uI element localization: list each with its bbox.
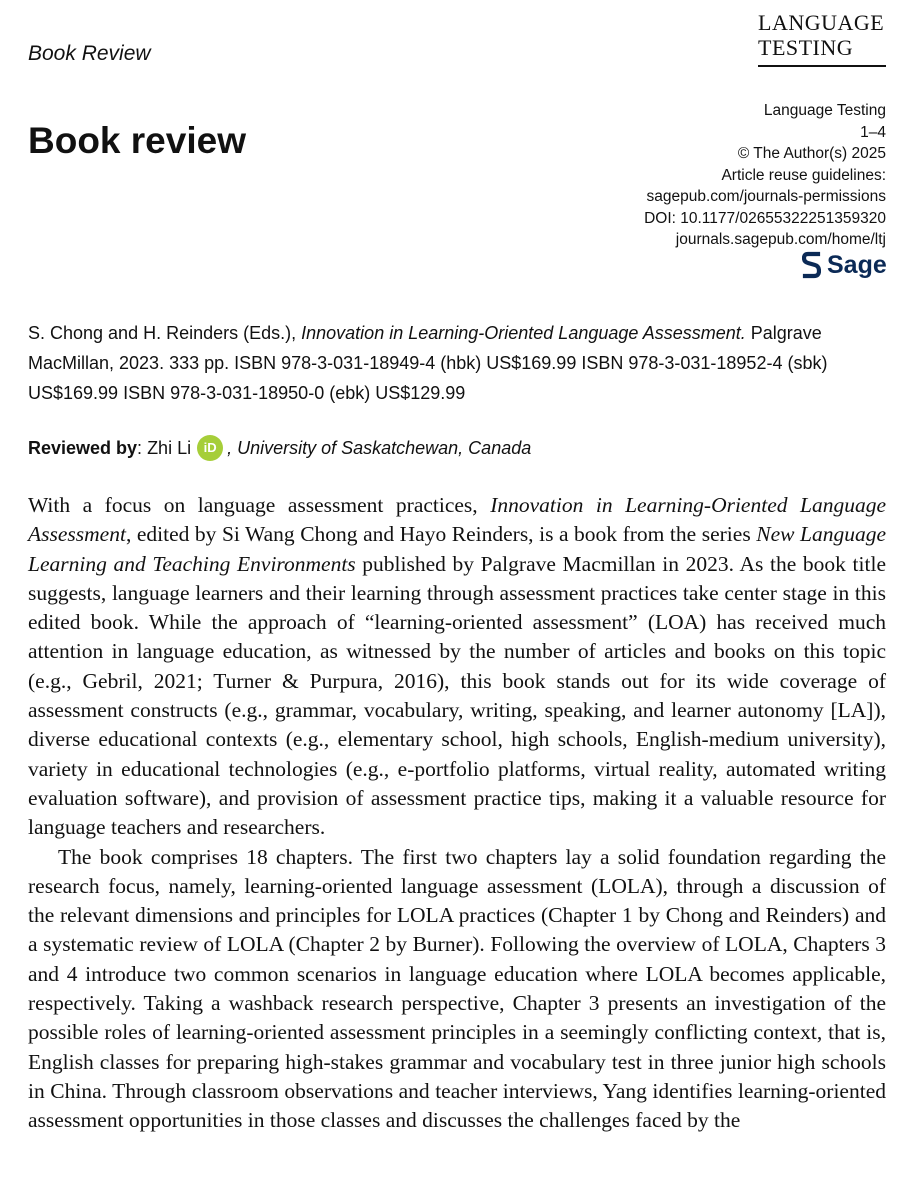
p1-text-3: published by Palgrave Macmillan in 2023. As the book title suggests, language learners and their learning through assessment practices take center stage in this edited book. While the approach of “learning-oriented assessment” (LOA) has received much attention in language education, as witnessed by the number of articles and books on this topic (e.g., Gebril, 2021; Turner & Purpura, 2016), this book stands out for its wide coverage of assessment constructs (e.g., grammar, vocabulary, writing, speaking, and learner autonomy [LA]), diverse educational contexts (e.g., elementary school, high schools, English-medium university), variety in educational technologies (e.g., e-portfolio platforms, virtual reality, automated writing evaluation software), and provision of assessment practice tips, making it a valuable resource for language teachers and researchers. bbox=[28, 551, 886, 840]
journal-logo-line2: TESTING bbox=[758, 35, 854, 60]
journal-logo bbox=[758, 10, 886, 67]
body-paragraph-2: The book comprises 18 chapters. The first two chapters lay a solid foundation regarding the research focus, namely, learning-oriented language assessment (LOLA), through a discussion of the relevant dimensions and principles for LOLA practices (Chapter 1 by Chong and Reinders) and a systematic review of LOLA (Chapter 2 by Burner). Following the overview of LOLA, Chapters 3 and 4 introduce two common scenarios in language education where LOLA becomes applicable, respectively. Taking a washback research perspective, Chapter 3 presents an investigation of the possible roles of learning-oriented assessment principles in a seemingly conflicting context, that is, English classes for preparing high-stakes grammar and vocabulary test in three junior high schools in China. Through classroom observations and teacher interviews, Yang identifies learning-oriented assessment opportunities in those classes and discusses the challenges faced by the bbox=[28, 844, 886, 1133]
page-title: Book review bbox=[28, 120, 246, 161]
reviewer-line bbox=[28, 433, 531, 463]
body-paragraph-1 bbox=[28, 491, 886, 843]
p1-text-2: , edited by Si Wang Chong and Hayo Reinders, is a book from the series bbox=[125, 522, 757, 547]
article-meta bbox=[644, 100, 886, 251]
publisher-logo bbox=[802, 250, 887, 280]
article-body bbox=[28, 491, 886, 1136]
journal-logo-line1: LANGUAGE bbox=[758, 10, 885, 35]
meta-pages: 1–4 bbox=[860, 123, 886, 141]
p1-book-title: Innovation in Learning-Oriented Language Assessment bbox=[28, 493, 886, 547]
reviewer-separator: : bbox=[137, 438, 148, 458]
meta-home-link[interactable]: journals.sagepub.com/home/ltj bbox=[675, 231, 886, 248]
p1-text-1: With a focus on language assessment practices, bbox=[28, 493, 491, 517]
meta-journal: Language Testing bbox=[763, 102, 886, 119]
section-label: Book Review bbox=[28, 42, 151, 65]
journal-logo-rule bbox=[758, 65, 886, 67]
p1-series-title: New Language Learning and Teaching Environments bbox=[28, 522, 886, 576]
reviewer-affiliation: , University of Saskatchewan, Canada bbox=[227, 438, 532, 458]
meta-doi[interactable]: DOI: 10.1177/02655322251359320 bbox=[644, 209, 886, 227]
meta-reuse: Article reuse guidelines: bbox=[721, 166, 886, 184]
meta-copyright: © The Author(s) 2025 bbox=[737, 145, 886, 162]
reviewer-label: Reviewed by bbox=[28, 438, 138, 458]
citation-details: Palgrave MacMillan, 2023. 333 pp. ISBN 978-3-031-18949-4 (hbk) US$169.99 ISBN 978-3-031-18952-4 (sbk) US$169.99 ISBN 978-3-031-18950-0 (ebk) US$129.99 bbox=[28, 323, 828, 403]
book-citation bbox=[28, 318, 888, 408]
sage-s-icon bbox=[802, 250, 821, 280]
publisher-name: Sage bbox=[827, 250, 887, 279]
reviewer-name: Zhi Li bbox=[147, 438, 192, 458]
citation-book-title: Innovation in Learning-Oriented Language Assessment. bbox=[301, 323, 746, 343]
citation-editors: S. Chong and H. Reinders (Eds.), bbox=[28, 323, 302, 343]
orcid-icon[interactable]: iD bbox=[197, 435, 223, 461]
meta-permissions-link[interactable]: sagepub.com/journals-permissions bbox=[646, 188, 886, 205]
